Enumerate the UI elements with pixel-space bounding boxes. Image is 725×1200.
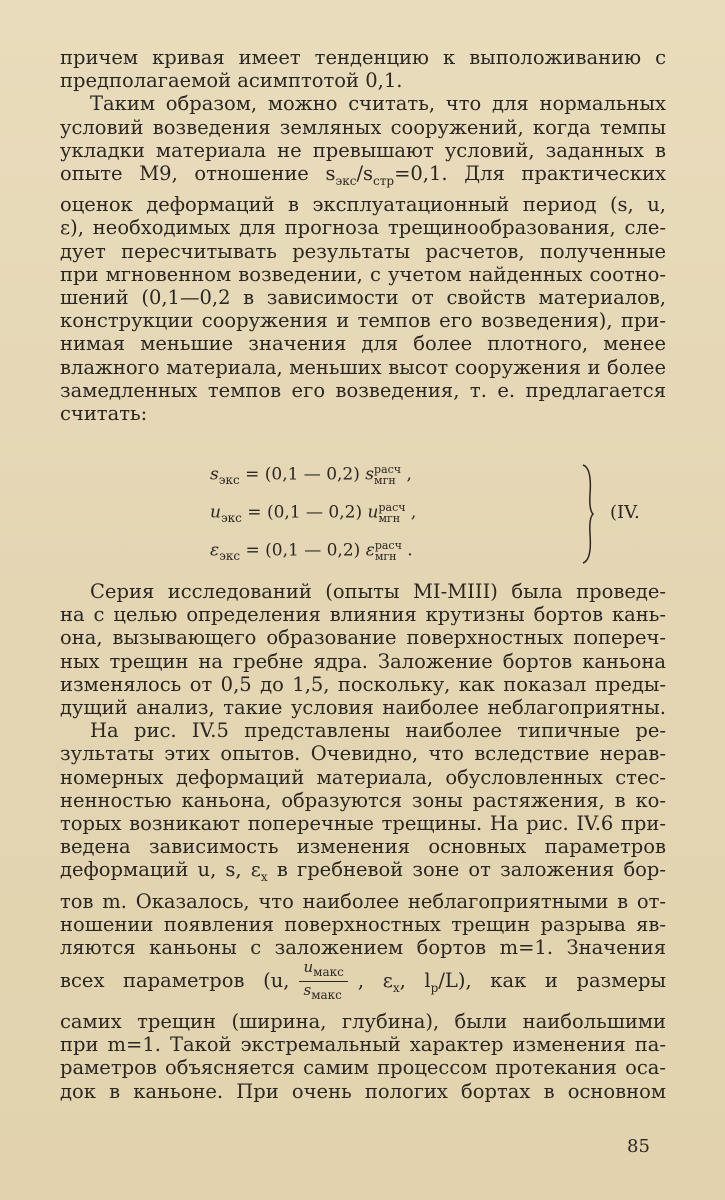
text-line: оценок деформаций в эксплуатационный период (s, u, bbox=[60, 193, 666, 217]
text-line: ношении появления поверхностных трещин разрыва яв- bbox=[60, 912, 666, 936]
equation-number: (IV. bbox=[610, 502, 640, 523]
text-line: при мгновенном возведении, с учетом найденных соотно- bbox=[60, 262, 666, 286]
text-line: ведена зависимость изменения основных параметров bbox=[60, 835, 666, 859]
formula-block bbox=[210, 462, 670, 572]
text-line: дует пересчитывать результаты расчетов, полученные bbox=[60, 239, 666, 263]
body-text bbox=[60, 580, 666, 1103]
text-line: считать: bbox=[60, 401, 148, 425]
text-line: На рис. IV.5 представлены наиболее типичные ре- bbox=[90, 719, 666, 743]
text-line: нимая меньшие значения для более плотного, менее bbox=[60, 332, 666, 356]
text-line: раметров объясняется самим процессом протекания оса- bbox=[60, 1056, 666, 1080]
text-line: предполагаемой асимптотой 0,1. bbox=[60, 69, 403, 93]
text-line: причем кривая имеет тенденцию к выположиванию с bbox=[60, 46, 666, 69]
page-number: 85 bbox=[627, 1136, 650, 1157]
text-line: влажного материала, меньших высот сооружения и более bbox=[60, 355, 666, 379]
text-line: зультаты этих опытов. Очевидно, что вследствие нерав- bbox=[60, 742, 666, 766]
text-line: ε), необходимых для прогноза трещинообразования, сле- bbox=[60, 216, 666, 240]
text-line: док в каньоне. При очень пологих бортах в основном bbox=[60, 1079, 666, 1103]
text-line: деформаций u, s, $\varepsilon_x$ в гребневой зоне от заложения бор- bbox=[60, 858, 666, 885]
text-line: самих трещин (ширина, глубина), были наибольшими bbox=[60, 1010, 666, 1034]
text-line: всех параметров (u, $\frac{u_{макс}}{s_{макс}}$ , $\varepsilon_x$, $l_p/L$), как и размеры bbox=[60, 958, 666, 1003]
text-line: ляются каньоны с заложением бортов m=1. Значения bbox=[60, 935, 666, 959]
text-line: шений (0,1—0,2 в зависимости от свойств материалов, bbox=[60, 285, 666, 309]
formula-line: $s_{экс} = (0,1$ — 0,2) s расч мгн , bbox=[210, 463, 412, 487]
text-line: Таким образом, можно считать, что для нормальных bbox=[90, 92, 666, 116]
text-line: ных трещин на гребне ядра. Заложение бортов каньона bbox=[60, 649, 666, 673]
text-line: условий возведения земляных сооружений, когда темпы bbox=[60, 115, 666, 139]
right-brace-icon bbox=[582, 464, 594, 564]
fraction: $\frac{u_{макс}}{s_{макс}}$ bbox=[299, 959, 347, 1004]
text-line: Серия исследований (опыты МI-МIII) была проведе- bbox=[90, 580, 666, 603]
text-line: она, вызывающего образование поверхностных попереч- bbox=[60, 626, 666, 650]
text-line: номерных деформаций материала, обусловленных стес- bbox=[60, 765, 666, 789]
text-line: изменялось от 0,5 до 1,5, поскольку, как показал преды- bbox=[60, 672, 666, 696]
text-line: тов m. Оказалось, что наиболее неблагоприятными в от- bbox=[60, 889, 666, 913]
text-line: ненностью каньона, образуются зоны растяжения, в ко- bbox=[60, 788, 666, 812]
text-line: на с целью определения влияния крутизны бортов кань- bbox=[60, 603, 666, 627]
text-line: конструкции сооружения и темпов его возведения), при- bbox=[60, 309, 666, 333]
text-line: замедленных темпов его возведения, т. е. предлагается bbox=[60, 378, 666, 402]
text-line: при m=1. Такой экстремальный характер изменения па- bbox=[60, 1033, 666, 1057]
text-line: торых возникают поперечные трещины. На рис. IV.6 при- bbox=[60, 812, 666, 836]
formula-line: $\varepsilon_{экс} = (0,1$ — 0,2) ε расч мгн . bbox=[210, 539, 413, 563]
formula-line: $u_{экс} = (0,1$ — 0,2) u расч мгн , bbox=[210, 501, 417, 525]
text-line: укладки материала не превышают условий, заданных в bbox=[60, 138, 666, 162]
text-line: опыте М9, отношение $s_{экс}/s_{стр}=0,1$. Для практических bbox=[60, 162, 666, 188]
text-line: дущий анализ, такие условия наиболее неблагоприятны. bbox=[60, 696, 666, 720]
body-text bbox=[60, 46, 666, 425]
